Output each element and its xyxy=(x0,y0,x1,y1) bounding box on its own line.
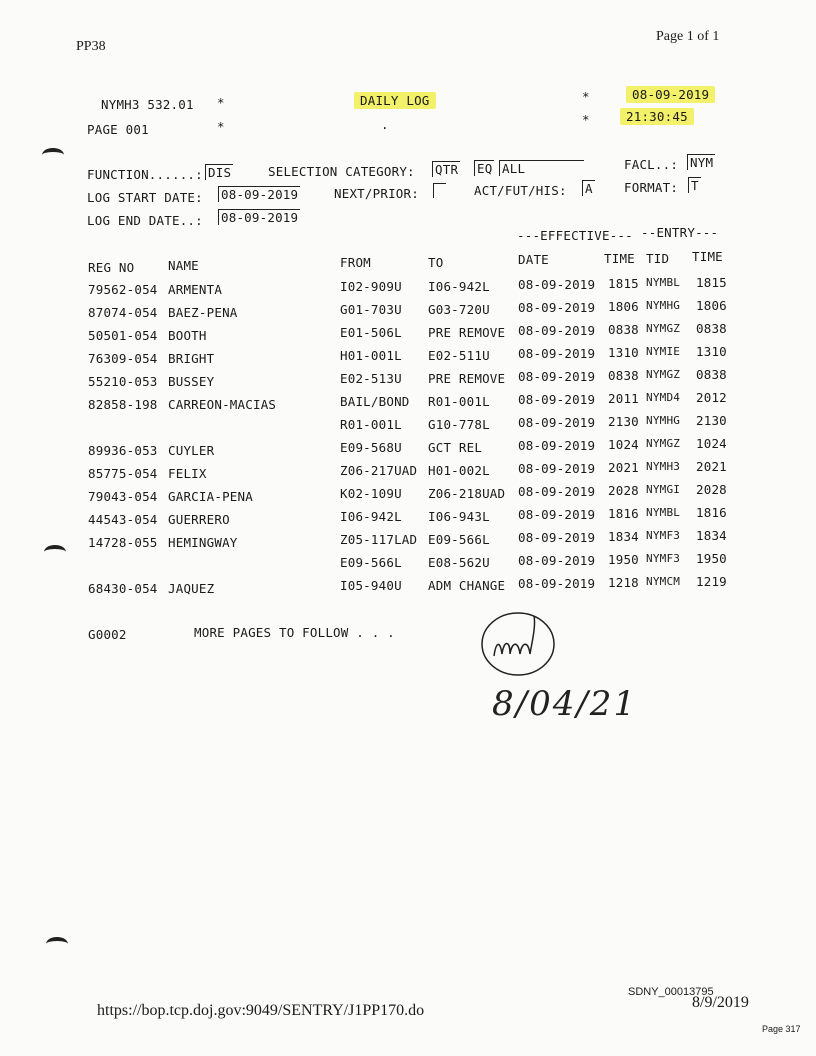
cell-from: K02-109U xyxy=(340,486,402,501)
punch-mark-bottom xyxy=(46,937,68,951)
selection-value-3: ALL xyxy=(499,160,584,176)
cell-name: JAQUEZ xyxy=(168,581,215,596)
cell-name: BOOTH xyxy=(168,328,207,343)
cell-name: BRIGHT xyxy=(168,351,215,366)
cell-time: 1834 xyxy=(608,529,639,544)
cell-tid: NYMHG xyxy=(646,414,681,427)
cell-date: 08-09-2019 xyxy=(518,277,596,292)
cell-name: GARCIA-PENA xyxy=(168,489,253,504)
log-title: DAILY LOG xyxy=(354,92,436,109)
table-row xyxy=(88,574,748,603)
handwritten-initials xyxy=(478,606,562,680)
cell-to: PRE REMOVE xyxy=(428,371,506,386)
cell-date: 08-09-2019 xyxy=(518,438,596,453)
cell-date: 08-09-2019 xyxy=(518,576,596,591)
cell-to: I06-943L xyxy=(428,509,490,524)
cell-reg-no: 44543-054 xyxy=(88,512,158,527)
cell-reg-no: 76309-054 xyxy=(88,351,158,366)
cell-tid: NYMBL xyxy=(646,506,681,519)
asterisk-3: * xyxy=(217,119,225,134)
cell-tid: NYMGZ xyxy=(646,368,681,381)
cell-to: GCT REL xyxy=(428,440,483,455)
cell-time: 1310 xyxy=(608,345,639,360)
col-reg-no: REG NO xyxy=(88,260,135,275)
cell-entry-time: 1310 xyxy=(696,344,727,359)
facl-value: NYM xyxy=(687,154,715,170)
facl-label: FACL..: xyxy=(624,157,679,172)
cell-tid: NYMH3 xyxy=(646,460,681,473)
cell-entry-time: 1950 xyxy=(696,551,727,566)
log-time: 21:30:45 xyxy=(620,108,694,125)
cell-to: E09-566L xyxy=(428,532,490,547)
page-of: Page 1 of 1 xyxy=(656,29,720,44)
cell-to: Z06-218UAD xyxy=(428,486,506,501)
cell-to: ADM CHANGE xyxy=(428,578,506,593)
page-label: PAGE 001 xyxy=(87,122,149,137)
cell-from: E02-513U xyxy=(340,371,402,386)
cell-reg-no: 14728-055 xyxy=(88,535,158,550)
page-number: Page 317 xyxy=(762,1024,801,1034)
cell-time: 0838 xyxy=(608,368,639,383)
selection-label: SELECTION CATEGORY: xyxy=(268,164,415,179)
cell-name: BAEZ-PENA xyxy=(168,305,238,320)
cell-time: 2021 xyxy=(608,460,639,475)
cell-from: Z05-117LAD xyxy=(340,532,418,547)
asterisk-1: * xyxy=(217,95,225,110)
log-start-value: 08-09-2019 xyxy=(218,186,300,202)
next-prior-label: NEXT/PRIOR: xyxy=(334,186,419,201)
cell-reg-no: 55210-053 xyxy=(88,374,158,389)
cell-date: 08-09-2019 xyxy=(518,415,596,430)
function-label: FUNCTION......: xyxy=(87,167,203,182)
col-date: DATE xyxy=(518,252,549,267)
punch-mark-middle xyxy=(44,545,66,559)
cell-date: 08-09-2019 xyxy=(518,392,596,407)
cell-time: 2011 xyxy=(608,391,639,406)
cell-date: 08-09-2019 xyxy=(518,507,596,522)
cell-entry-time: 0838 xyxy=(696,321,727,336)
cell-tid: NYMCM xyxy=(646,575,681,588)
act-value: A xyxy=(582,180,595,196)
log-end-value: 08-09-2019 xyxy=(218,209,300,225)
cell-time: 1024 xyxy=(608,437,639,452)
facility-code: NYMH3 532.01 xyxy=(101,97,194,112)
col-to: TO xyxy=(428,255,444,270)
cell-name: GUERRERO xyxy=(168,512,230,527)
footer-code: G0002 xyxy=(88,627,127,642)
cell-date: 08-09-2019 xyxy=(518,461,596,476)
cell-date: 08-09-2019 xyxy=(518,346,596,361)
cell-tid: NYMGI xyxy=(646,483,681,496)
cell-entry-time: 2012 xyxy=(696,390,727,405)
cell-tid: NYMD4 xyxy=(646,391,681,404)
group-entry: --ENTRY--- xyxy=(641,225,719,240)
cell-tid: NYMGZ xyxy=(646,322,681,335)
cell-tid: NYMGZ xyxy=(646,437,681,450)
cell-time: 1950 xyxy=(608,552,639,567)
col-name: NAME xyxy=(168,258,199,273)
format-label: FORMAT: xyxy=(624,180,679,195)
cell-reg-no: 87074-054 xyxy=(88,305,158,320)
selection-value-1: QTR xyxy=(432,161,460,177)
cell-reg-no: 82858-198 xyxy=(88,397,158,412)
doc-id: PP38 xyxy=(76,39,106,54)
cell-time: 1218 xyxy=(608,575,639,590)
col-entry-time: TIME xyxy=(692,249,723,264)
cell-tid: NYMF3 xyxy=(646,552,681,565)
cell-date: 08-09-2019 xyxy=(518,484,596,499)
cell-entry-time: 1219 xyxy=(696,574,727,589)
cell-to: I06-942L xyxy=(428,279,490,294)
cell-from: E09-568U xyxy=(340,440,402,455)
act-label: ACT/FUT/HIS: xyxy=(474,183,567,198)
cell-name: ARMENTA xyxy=(168,282,223,297)
cell-reg-no: 50501-054 xyxy=(88,328,158,343)
cell-entry-time: 1024 xyxy=(696,436,727,451)
handwritten-date: 8/04/21 xyxy=(492,684,638,724)
cell-name: HEMINGWAY xyxy=(168,535,238,550)
cell-time: 0838 xyxy=(608,322,639,337)
cell-date: 08-09-2019 xyxy=(518,530,596,545)
cell-to: G03-720U xyxy=(428,302,490,317)
cell-date: 08-09-2019 xyxy=(518,300,596,315)
col-time: TIME xyxy=(604,251,635,266)
cell-entry-time: 2021 xyxy=(696,459,727,474)
print-date: 8/9/2019 xyxy=(692,994,749,1011)
cell-from: BAIL/BOND xyxy=(340,394,410,409)
cell-reg-no: 79562-054 xyxy=(88,282,158,297)
cell-entry-time: 1834 xyxy=(696,528,727,543)
cell-reg-no: 85775-054 xyxy=(88,466,158,481)
cell-to: E02-511U xyxy=(428,348,490,363)
cell-reg-no: 79043-054 xyxy=(88,489,158,504)
cell-tid: NYMF3 xyxy=(646,529,681,542)
next-prior-value xyxy=(433,183,446,198)
cell-from: I02-909U xyxy=(340,279,402,294)
cell-from: G01-703U xyxy=(340,302,402,317)
cell-from: I05-940U xyxy=(340,578,402,593)
cell-from: E09-566L xyxy=(340,555,402,570)
asterisk-2: * xyxy=(582,89,590,104)
punch-mark-top xyxy=(42,148,64,162)
cell-from: R01-001L xyxy=(340,417,402,432)
cell-reg-no: 68430-054 xyxy=(88,581,158,596)
source-url: https://bop.tcp.doj.gov:9049/SENTRY/J1PP170.do xyxy=(97,1002,425,1019)
cell-tid: NYMIE xyxy=(646,345,681,358)
cell-entry-time: 2130 xyxy=(696,413,727,428)
cell-entry-time: 2028 xyxy=(696,482,727,497)
cell-from: Z06-217UAD xyxy=(340,463,418,478)
cell-entry-time: 1816 xyxy=(696,505,727,520)
footer-text: MORE PAGES TO FOLLOW . . . xyxy=(194,625,395,640)
col-from: FROM xyxy=(340,255,371,270)
cell-entry-time: 0838 xyxy=(696,367,727,382)
cell-name: FELIX xyxy=(168,466,207,481)
cell-time: 2130 xyxy=(608,414,639,429)
cell-tid: NYMHG xyxy=(646,299,681,312)
cell-name: CARREON-MACIAS xyxy=(168,397,277,412)
log-date: 08-09-2019 xyxy=(626,86,715,103)
cell-from: E01-506L xyxy=(340,325,402,340)
col-tid: TID xyxy=(646,251,670,266)
cell-to: PRE REMOVE xyxy=(428,325,506,340)
log-end-label: LOG END DATE..: xyxy=(87,213,203,228)
dot-mark: . xyxy=(381,117,389,132)
cell-to: H01-002L xyxy=(428,463,490,478)
log-start-label: LOG START DATE: xyxy=(87,190,203,205)
cell-date: 08-09-2019 xyxy=(518,323,596,338)
cell-time: 1815 xyxy=(608,276,639,291)
cell-tid: NYMBL xyxy=(646,276,681,289)
selection-value-2: EQ xyxy=(474,160,494,176)
cell-time: 1806 xyxy=(608,299,639,314)
cell-from: H01-001L xyxy=(340,348,402,363)
cell-to: G10-778L xyxy=(428,417,490,432)
cell-to: E08-562U xyxy=(428,555,490,570)
bates-number: SDNY_00013795 xyxy=(628,986,714,998)
cell-entry-time: 1815 xyxy=(696,275,727,290)
cell-to: R01-001L xyxy=(428,394,490,409)
cell-reg-no: 89936-053 xyxy=(88,443,158,458)
format-value: T xyxy=(688,177,701,193)
cell-name: CUYLER xyxy=(168,443,215,458)
cell-name: BUSSEY xyxy=(168,374,215,389)
cell-date: 08-09-2019 xyxy=(518,369,596,384)
cell-from: I06-942L xyxy=(340,509,402,524)
group-effective: ---EFFECTIVE--- xyxy=(517,228,633,243)
cell-date: 08-09-2019 xyxy=(518,553,596,568)
asterisk-4: * xyxy=(582,112,590,127)
cell-time: 1816 xyxy=(608,506,639,521)
function-value: DIS xyxy=(205,164,233,180)
cell-time: 2028 xyxy=(608,483,639,498)
cell-entry-time: 1806 xyxy=(696,298,727,313)
